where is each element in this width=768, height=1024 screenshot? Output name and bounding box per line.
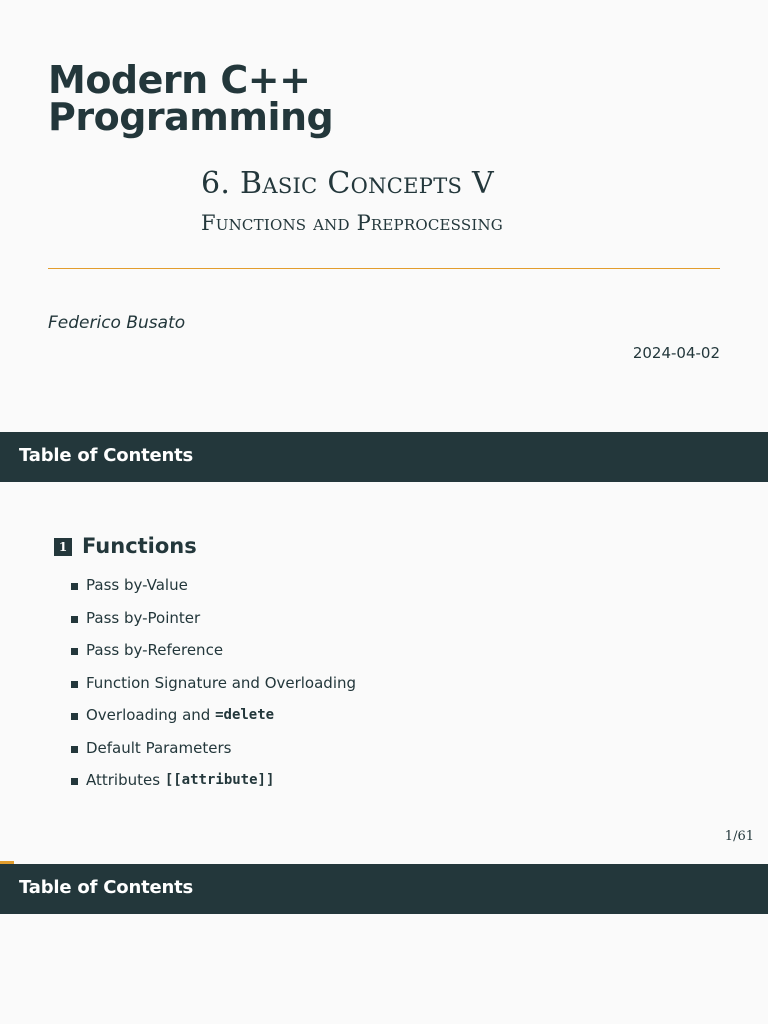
title-line-1: Modern C++ <box>48 58 311 102</box>
toc-item[interactable] <box>71 667 356 700</box>
presentation-title <box>48 58 334 139</box>
toc-item[interactable] <box>71 602 356 635</box>
frame-title: Table of Contents <box>19 445 194 466</box>
page-number: 1/61 <box>724 829 754 844</box>
toc-section[interactable] <box>54 534 197 558</box>
toc-item[interactable] <box>71 764 356 797</box>
toc-item-code: [[attribute]] <box>164 772 275 789</box>
frame-header-toc <box>0 432 768 482</box>
presentation-date: 2024-04-02 <box>632 344 720 362</box>
frame-header-toc-next <box>0 864 768 914</box>
toc-item-code: =delete <box>215 707 275 724</box>
toc-item-text: Pass by-Value <box>86 576 188 595</box>
section-number-badge: 1 <box>54 538 72 556</box>
toc-item-text: Attributes <box>86 771 165 790</box>
toc-item[interactable] <box>71 699 356 732</box>
title-line-2: Programming <box>48 95 334 139</box>
square-bullet-icon <box>71 778 78 785</box>
square-bullet-icon <box>71 713 78 720</box>
toc-item[interactable] <box>71 569 356 602</box>
toc-item-text: Default Parameters <box>86 738 232 757</box>
frame-title: Table of Contents <box>19 877 194 898</box>
square-bullet-icon <box>71 681 78 688</box>
author-name: Federico Busato <box>48 313 186 333</box>
toc-item[interactable] <box>71 634 356 667</box>
title-divider <box>48 268 720 269</box>
square-bullet-icon <box>71 616 78 623</box>
toc-item-text: Function Signature and Overloading <box>86 673 357 692</box>
square-bullet-icon <box>71 746 78 753</box>
toc-item-text: Pass by-Reference <box>86 641 224 660</box>
toc-subsection-list <box>71 569 356 797</box>
toc-item[interactable] <box>71 732 356 765</box>
toc-item-text: Overloading and <box>86 706 216 725</box>
square-bullet-icon <box>71 648 78 655</box>
toc-item-text: Pass by-Pointer <box>86 608 201 627</box>
subtitle: 6. Basic Concepts V <box>201 166 495 201</box>
section-title: Functions <box>82 534 197 558</box>
subsubtitle: Functions and Preprocessing <box>201 211 503 235</box>
square-bullet-icon <box>71 583 78 590</box>
